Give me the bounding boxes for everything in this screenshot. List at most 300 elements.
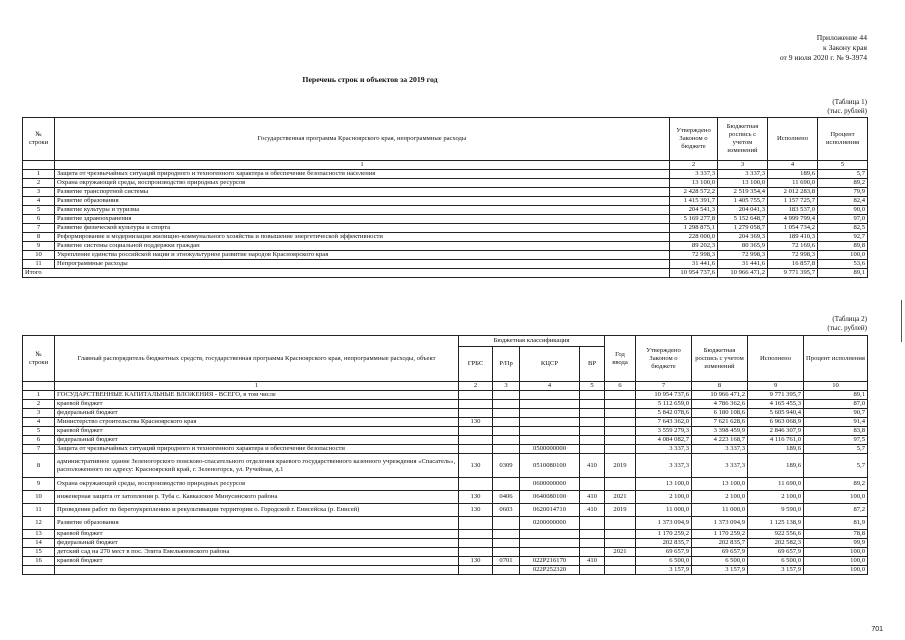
table-cell: 2019 bbox=[605, 504, 636, 517]
table-cell: 202 835,7 bbox=[692, 539, 748, 548]
table-cell: 410 bbox=[580, 454, 605, 478]
table-cell: 4 084 082,7 bbox=[636, 436, 692, 445]
table-cell bbox=[605, 517, 636, 530]
table2-header-row bbox=[23, 336, 868, 347]
table-cell: 130 bbox=[459, 491, 493, 504]
table-cell: 2 100,0 bbox=[636, 491, 692, 504]
table2-units: (тыс. рублей) bbox=[827, 323, 867, 332]
table-cell bbox=[520, 409, 580, 418]
table-cell: 6 500,0 bbox=[636, 557, 692, 566]
row-title-cell: Развитие здравоохранения bbox=[55, 215, 670, 224]
table1-header-cell: № строки bbox=[23, 118, 55, 161]
table-cell bbox=[520, 548, 580, 557]
table-cell bbox=[520, 400, 580, 409]
table-cell: 183 537,0 bbox=[768, 206, 818, 215]
table-cell: 13 100,0 bbox=[718, 179, 768, 188]
table-cell bbox=[580, 418, 605, 427]
table2 bbox=[22, 335, 868, 575]
table-cell bbox=[459, 427, 493, 436]
table2-column-numbers bbox=[23, 382, 868, 391]
table-cell: 1 170 259,2 bbox=[692, 530, 748, 539]
table-cell: 4 786 362,6 bbox=[692, 400, 748, 409]
row-title-cell: краевой бюджет bbox=[55, 530, 459, 539]
table-cell: 3 337,3 bbox=[636, 454, 692, 478]
table-cell: 410 bbox=[580, 504, 605, 517]
table-cell: 4 223 168,7 bbox=[692, 436, 748, 445]
table-cell bbox=[605, 557, 636, 566]
table-cell bbox=[520, 427, 580, 436]
table-cell: 7 bbox=[23, 445, 55, 454]
table-cell: 31 441,6 bbox=[718, 260, 768, 269]
table-cell: 10 954 737,6 bbox=[636, 391, 692, 400]
row-title-cell: Непрограммные расходы bbox=[55, 260, 670, 269]
table-cell: 7 643 362,0 bbox=[636, 418, 692, 427]
row-title-cell: Защита от чрезвычайных ситуаций природного и техногенного характера и обеспечение безопасности населения bbox=[55, 170, 670, 179]
table-cell: 69 657,9 bbox=[748, 548, 804, 557]
table-cell: 1 bbox=[23, 391, 55, 400]
column-number: 3 bbox=[718, 161, 768, 170]
table-cell bbox=[493, 548, 520, 557]
row-title-cell: Охрана окружающей среды, воспроизводство природных ресурсов bbox=[55, 179, 670, 188]
table-row bbox=[23, 251, 868, 260]
row-title-cell: краевой бюджет bbox=[55, 557, 459, 566]
table1-header-cell: Процент исполнения bbox=[818, 118, 868, 161]
table-cell: 13 bbox=[23, 530, 55, 539]
table1-number: (Таблица 1) bbox=[832, 98, 867, 106]
table-cell: 410 bbox=[580, 491, 605, 504]
table-row bbox=[23, 170, 868, 179]
table-cell bbox=[520, 391, 580, 400]
column-number: 4 bbox=[520, 382, 580, 391]
table-cell: 1 415 391,7 bbox=[670, 197, 718, 206]
row-title-cell: Реформирование и модернизация жилищно-коммунального хозяйства и повышение энергетической эффективности bbox=[55, 233, 670, 242]
row-title-cell: ГОСУДАРСТВЕННЫЕ КАПИТАЛЬНЫЕ ВЛОЖЕНИЯ - ВСЕГО, в том числе bbox=[55, 391, 459, 400]
table-cell: 89,8 bbox=[818, 242, 868, 251]
table-cell bbox=[23, 566, 55, 575]
table-cell: 1 373 094,9 bbox=[692, 517, 748, 530]
table-cell: 2021 bbox=[605, 491, 636, 504]
table-cell: 1 405 755,7 bbox=[718, 197, 768, 206]
table-cell bbox=[493, 478, 520, 491]
table-cell bbox=[459, 445, 493, 454]
table-cell: 4 999 799,4 bbox=[768, 215, 818, 224]
table-cell: 4 116 761,0 bbox=[748, 436, 804, 445]
table-cell: 2 846 307,9 bbox=[748, 427, 804, 436]
table-cell: 72 998,3 bbox=[670, 251, 718, 260]
table-cell: 53,6 bbox=[818, 260, 868, 269]
table-cell: 1 125 138,9 bbox=[748, 517, 804, 530]
table-cell: 82,5 bbox=[818, 224, 868, 233]
table-cell bbox=[605, 400, 636, 409]
table-cell: 16 bbox=[23, 557, 55, 566]
document-title: Перечень строк и объектов за 2019 год bbox=[302, 75, 438, 84]
table-cell bbox=[580, 400, 605, 409]
table-cell: 189,6 bbox=[768, 170, 818, 179]
table-cell: 1 bbox=[23, 170, 55, 179]
table-cell: 0620014710 bbox=[520, 504, 580, 517]
table-row bbox=[23, 539, 868, 548]
table-cell: 99,9 bbox=[804, 539, 868, 548]
table-row bbox=[23, 478, 868, 491]
row-title-cell: федеральный бюджет bbox=[55, 409, 459, 418]
table-row bbox=[23, 517, 868, 530]
appendix-law-reference: к Закону края bbox=[823, 43, 867, 52]
table-cell: 8 bbox=[23, 454, 55, 478]
table-cell: 0640080100 bbox=[520, 491, 580, 504]
table-cell bbox=[605, 445, 636, 454]
table-row bbox=[23, 391, 868, 400]
table-cell: 130 bbox=[459, 454, 493, 478]
table-row bbox=[23, 197, 868, 206]
table-row bbox=[23, 206, 868, 215]
table-cell: 100,0 bbox=[804, 557, 868, 566]
row-title-cell: Проведение работ по берегоукреплению и рекультивации территории о. Городской г. Енисейска (р. Енисей) bbox=[55, 504, 459, 517]
row-title-cell: детский сад на 270 мест в пос. Элита Емельяновского района bbox=[55, 548, 459, 557]
table-cell: 2 428 572,2 bbox=[670, 188, 718, 197]
row-title-cell: Укрепление единства российской нации и этнокультурное развитие народов Красноярского края bbox=[55, 251, 670, 260]
appendix-number: Приложение 44 bbox=[816, 33, 867, 42]
table1-units: (тыс. рублей) bbox=[827, 106, 867, 115]
table2-header-cell: ГРБС bbox=[459, 347, 493, 382]
table2-header-cell: Главный распорядитель бюджетных средств, государственная программа Красноярского края, непрограммные расходы, объект bbox=[55, 336, 459, 382]
table-cell bbox=[493, 400, 520, 409]
row-title-cell: краевой бюджет bbox=[55, 427, 459, 436]
table-cell: 11 690,0 bbox=[748, 478, 804, 491]
table-cell bbox=[459, 391, 493, 400]
table-cell: 100,0 bbox=[804, 548, 868, 557]
table-cell: 228 000,0 bbox=[670, 233, 718, 242]
table-cell bbox=[493, 539, 520, 548]
column-number: 5 bbox=[580, 382, 605, 391]
table-row bbox=[23, 454, 868, 478]
table-cell bbox=[580, 548, 605, 557]
table-cell bbox=[459, 400, 493, 409]
table-cell: 130 bbox=[459, 504, 493, 517]
table1-column-numbers bbox=[23, 161, 868, 170]
table-cell: 13 100,0 bbox=[692, 478, 748, 491]
table-cell: 1 279 058,7 bbox=[718, 224, 768, 233]
table-cell: 2 100,0 bbox=[748, 491, 804, 504]
table-cell: 80 365,9 bbox=[718, 242, 768, 251]
table-cell: 4 bbox=[23, 418, 55, 427]
table-cell: 83,8 bbox=[804, 427, 868, 436]
row-title-cell: административное здание Зеленогорского поисково-спасательного отделения краевого государственного казенного учреждения «Спасатель», расположенного по адресу: Красноярский край, г. Зеленогорск, ул. Ручейная, д.1 bbox=[55, 454, 459, 478]
table-cell bbox=[605, 436, 636, 445]
table-row bbox=[23, 179, 868, 188]
table-cell: 12 bbox=[23, 517, 55, 530]
table-row bbox=[23, 260, 868, 269]
table-cell bbox=[580, 517, 605, 530]
table-cell: 10 bbox=[23, 491, 55, 504]
table-cell: 4 bbox=[23, 197, 55, 206]
table-cell: 204 541,3 bbox=[670, 206, 718, 215]
column-number: 10 bbox=[804, 382, 868, 391]
table-cell bbox=[493, 445, 520, 454]
column-number: 3 bbox=[493, 382, 520, 391]
table1-header-cell: Государственная программа Красноярского края, непрограммные расходы bbox=[55, 118, 670, 161]
table-cell: 2 519 354,4 bbox=[718, 188, 768, 197]
column-number: 2 bbox=[459, 382, 493, 391]
table2-header-cell: Процент исполнения bbox=[804, 336, 868, 382]
table2-header-cell: КЦСР bbox=[520, 347, 580, 382]
table-cell: 5 842 078,6 bbox=[636, 409, 692, 418]
table-row bbox=[23, 242, 868, 251]
total-cell: 89,1 bbox=[818, 269, 868, 278]
appendix-law-date: от 9 июля 2020 г. № 9-3974 bbox=[779, 53, 867, 62]
table-cell: 1 157 725,7 bbox=[768, 197, 818, 206]
table-cell bbox=[459, 539, 493, 548]
table-cell: 2 100,0 bbox=[692, 491, 748, 504]
table-cell: 69 657,9 bbox=[692, 548, 748, 557]
page-edge-mark bbox=[901, 300, 902, 342]
table-cell: 5,7 bbox=[804, 454, 868, 478]
table-cell bbox=[580, 427, 605, 436]
table-cell: 3 398 459,9 bbox=[692, 427, 748, 436]
row-title-cell: федеральный бюджет bbox=[55, 436, 459, 445]
table-cell: 3 157,9 bbox=[748, 566, 804, 575]
table-cell bbox=[493, 436, 520, 445]
table-cell: 31 441,6 bbox=[670, 260, 718, 269]
table-cell: 87,0 bbox=[804, 400, 868, 409]
table-cell: 13 100,0 bbox=[636, 478, 692, 491]
table-cell bbox=[605, 391, 636, 400]
table-cell: 922 556,6 bbox=[748, 530, 804, 539]
table1-header-cell: Утверждено Законом о бюджете bbox=[670, 118, 718, 161]
table-cell bbox=[580, 539, 605, 548]
table-cell: 11 690,0 bbox=[768, 179, 818, 188]
table-cell: 10 966 471,2 bbox=[692, 391, 748, 400]
table-cell: 189 410,3 bbox=[768, 233, 818, 242]
table-cell: 410 bbox=[580, 557, 605, 566]
table-cell: 6 bbox=[23, 215, 55, 224]
table-cell: 82,4 bbox=[818, 197, 868, 206]
table-cell: 3 337,3 bbox=[718, 170, 768, 179]
table-cell: 2021 bbox=[605, 548, 636, 557]
table-cell: 1 373 094,9 bbox=[636, 517, 692, 530]
table-cell: 0600000000 bbox=[520, 478, 580, 491]
table-cell bbox=[580, 530, 605, 539]
table-cell: 3 559 279,3 bbox=[636, 427, 692, 436]
table-cell bbox=[520, 530, 580, 539]
table-cell: 69 657,9 bbox=[636, 548, 692, 557]
table-cell: 5 bbox=[23, 206, 55, 215]
table-cell: 0406 bbox=[493, 491, 520, 504]
table-cell: 4 165 455,3 bbox=[748, 400, 804, 409]
table-row bbox=[23, 436, 868, 445]
column-number bbox=[23, 161, 55, 170]
table-row bbox=[23, 557, 868, 566]
table-cell bbox=[459, 566, 493, 575]
table-cell: 89,1 bbox=[804, 391, 868, 400]
table-cell: 130 bbox=[459, 557, 493, 566]
table-cell bbox=[493, 391, 520, 400]
row-title-cell: Охрана окружающей среды, воспроизводство природных ресурсов bbox=[55, 478, 459, 491]
table-cell: 100,0 bbox=[804, 491, 868, 504]
table-cell: 16 857,8 bbox=[768, 260, 818, 269]
table-cell bbox=[493, 566, 520, 575]
table-cell: 5 152 648,7 bbox=[718, 215, 768, 224]
table-cell bbox=[605, 409, 636, 418]
table-cell: 022P252320 bbox=[520, 566, 580, 575]
table-cell: 3 157,9 bbox=[692, 566, 748, 575]
table-cell bbox=[459, 409, 493, 418]
table-cell: 130 bbox=[459, 418, 493, 427]
total-cell: 9 771 395,7 bbox=[768, 269, 818, 278]
table-row bbox=[23, 445, 868, 454]
table-cell: 97,0 bbox=[818, 215, 868, 224]
row-title-cell: Развитие физической культуры и спорта bbox=[55, 224, 670, 233]
row-title-cell: Развитие системы социальной поддержки граждан bbox=[55, 242, 670, 251]
table-cell bbox=[493, 517, 520, 530]
table2-label bbox=[827, 315, 867, 332]
table-row bbox=[23, 418, 868, 427]
table-cell bbox=[520, 436, 580, 445]
table-cell bbox=[605, 427, 636, 436]
table-cell: 11 000,0 bbox=[636, 504, 692, 517]
table2-header-cell: Год ввода bbox=[605, 336, 636, 382]
table-cell: 1 054 734,2 bbox=[768, 224, 818, 233]
column-number: 9 bbox=[748, 382, 804, 391]
table-cell bbox=[580, 478, 605, 491]
column-number bbox=[23, 382, 55, 391]
table-cell: 97,5 bbox=[804, 436, 868, 445]
table-cell bbox=[459, 436, 493, 445]
table-cell bbox=[580, 436, 605, 445]
table-row bbox=[23, 530, 868, 539]
row-title-cell: Развитие образования bbox=[55, 517, 459, 530]
table-cell: 3 337,3 bbox=[692, 445, 748, 454]
table-cell: 72 998,3 bbox=[768, 251, 818, 260]
table-cell bbox=[580, 409, 605, 418]
table-cell: 100,0 bbox=[818, 251, 868, 260]
table-cell: 90,7 bbox=[804, 409, 868, 418]
row-title-cell bbox=[55, 566, 459, 575]
table-cell: 72 998,3 bbox=[718, 251, 768, 260]
table-row bbox=[23, 548, 868, 557]
table1 bbox=[22, 117, 868, 278]
table-cell: 10 bbox=[23, 251, 55, 260]
table-cell: 9 590,0 bbox=[748, 504, 804, 517]
table-cell: 202 582,3 bbox=[748, 539, 804, 548]
table-cell bbox=[580, 445, 605, 454]
table-cell: 81,9 bbox=[804, 517, 868, 530]
table2-header-cell: ВР bbox=[580, 347, 605, 382]
table-cell: 89,2 bbox=[818, 179, 868, 188]
table-cell: 202 835,7 bbox=[636, 539, 692, 548]
table-row bbox=[23, 504, 868, 517]
table-cell bbox=[605, 539, 636, 548]
table-cell: 1 298 875,1 bbox=[670, 224, 718, 233]
table-cell bbox=[605, 418, 636, 427]
table-cell bbox=[459, 478, 493, 491]
table-cell: 7 621 628,6 bbox=[692, 418, 748, 427]
table-row bbox=[23, 224, 868, 233]
table-cell bbox=[580, 566, 605, 575]
table-cell: 5 605 940,4 bbox=[748, 409, 804, 418]
table-cell: 3 bbox=[23, 188, 55, 197]
row-title-cell: Защита от чрезвычайных ситуаций природного и техногенного характера и обеспечение безопасности bbox=[55, 445, 459, 454]
table-cell: 3 337,3 bbox=[670, 170, 718, 179]
table-row bbox=[23, 215, 868, 224]
table-cell bbox=[493, 530, 520, 539]
table1-total-row bbox=[23, 269, 868, 278]
table-cell bbox=[493, 427, 520, 436]
table-cell bbox=[459, 548, 493, 557]
table-cell: 6 bbox=[23, 436, 55, 445]
table-cell: 3 337,3 bbox=[636, 445, 692, 454]
table-row bbox=[23, 188, 868, 197]
table-cell bbox=[459, 530, 493, 539]
table-cell: 5 169 277,8 bbox=[670, 215, 718, 224]
column-number: 4 bbox=[768, 161, 818, 170]
table-cell bbox=[580, 391, 605, 400]
row-title-cell: Развитие образования bbox=[55, 197, 670, 206]
table-cell: 89,2 bbox=[804, 478, 868, 491]
column-number: 8 bbox=[692, 382, 748, 391]
table-cell: 79,9 bbox=[818, 188, 868, 197]
page-number: 701 bbox=[871, 626, 883, 633]
table1-label bbox=[827, 98, 867, 115]
table-cell bbox=[520, 418, 580, 427]
column-number: 1 bbox=[55, 161, 670, 170]
table-cell: 0500000000 bbox=[520, 445, 580, 454]
table-cell: 15 bbox=[23, 548, 55, 557]
table-cell: 72 169,6 bbox=[768, 242, 818, 251]
row-title-cell: федеральный бюджет bbox=[55, 539, 459, 548]
table-cell: 2019 bbox=[605, 454, 636, 478]
table-cell: 90,0 bbox=[818, 206, 868, 215]
table-cell bbox=[605, 478, 636, 491]
table-cell: 9 bbox=[23, 478, 55, 491]
table-cell: 9 bbox=[23, 242, 55, 251]
table2-header-cell: Исполнено bbox=[748, 336, 804, 382]
table1-header-cell: Бюджетная роспись с учетом изменений bbox=[718, 118, 768, 161]
table2-header-cell: Утверждено Законом о бюджете bbox=[636, 336, 692, 382]
table2-number: (Таблица 2) bbox=[832, 315, 867, 323]
row-title-cell: инженерная защита от затопления р. Туба с. Кавказское Минусинского района bbox=[55, 491, 459, 504]
table-cell bbox=[493, 418, 520, 427]
table-cell: 11 000,0 bbox=[692, 504, 748, 517]
table-cell: 1 170 259,2 bbox=[636, 530, 692, 539]
total-cell: 10 954 737,6 bbox=[670, 269, 718, 278]
table-cell: 6 500,0 bbox=[692, 557, 748, 566]
table-cell: 0510080100 bbox=[520, 454, 580, 478]
row-title-cell: Министерство строительства Красноярского края bbox=[55, 418, 459, 427]
appendix-header bbox=[780, 33, 867, 63]
table-cell: 0200000000 bbox=[520, 517, 580, 530]
table-cell: 2 bbox=[23, 179, 55, 188]
table-row bbox=[23, 400, 868, 409]
table-row bbox=[23, 409, 868, 418]
total-label: Итого bbox=[23, 269, 670, 278]
table-cell: 7 bbox=[23, 224, 55, 233]
table-cell: 89 202,3 bbox=[670, 242, 718, 251]
column-number: 1 bbox=[55, 382, 459, 391]
table-row bbox=[23, 233, 868, 242]
table-cell: 91,4 bbox=[804, 418, 868, 427]
table-row bbox=[23, 566, 868, 575]
table-cell bbox=[520, 539, 580, 548]
table-cell bbox=[493, 409, 520, 418]
table-cell bbox=[605, 530, 636, 539]
table-cell: 100,0 bbox=[804, 566, 868, 575]
table-cell: 2 012 283,8 bbox=[768, 188, 818, 197]
table-cell: 5,7 bbox=[818, 170, 868, 179]
table-cell: 87,2 bbox=[804, 504, 868, 517]
table2-header-cell: Р/Пр bbox=[493, 347, 520, 382]
table-cell: 3 337,3 bbox=[692, 454, 748, 478]
table-cell: 189,6 bbox=[748, 454, 804, 478]
